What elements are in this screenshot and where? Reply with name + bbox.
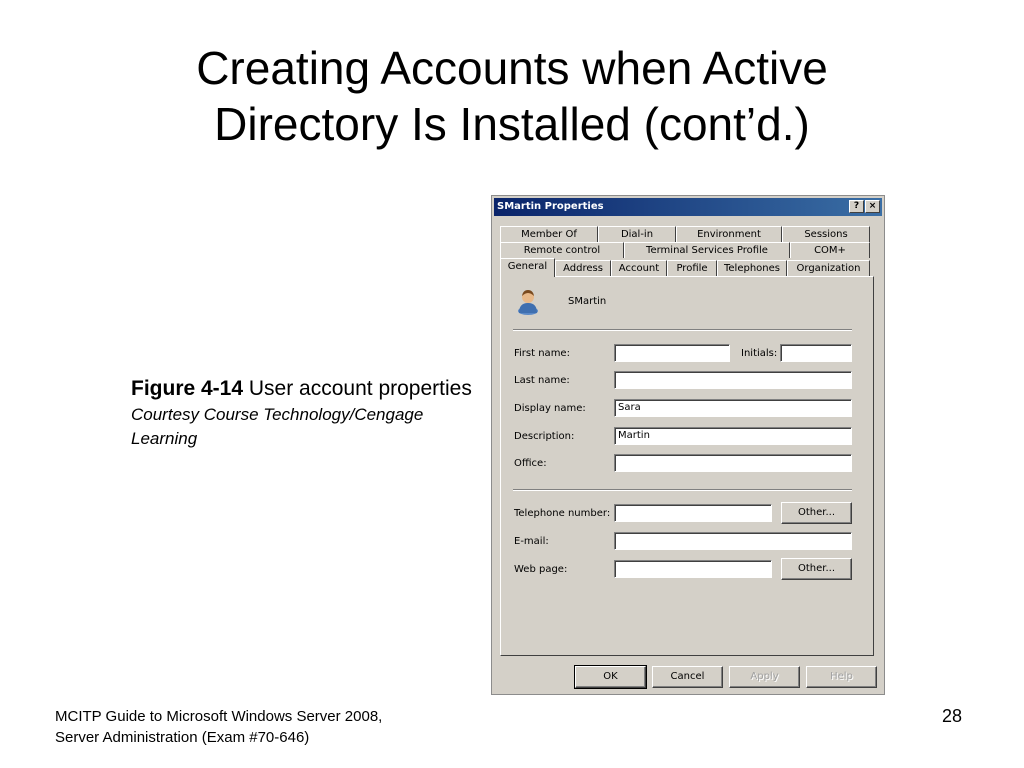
footer-line-1: MCITP Guide to Microsoft Windows Server 2008, <box>55 708 383 725</box>
figure-credit: Courtesy Course Technology/Cengage Learning <box>131 405 424 448</box>
figure-label: Figure 4-14 <box>131 377 244 400</box>
tab-account[interactable]: Account <box>611 260 667 276</box>
tab-environment[interactable]: Environment <box>676 226 782 242</box>
initials-field[interactable] <box>780 344 852 362</box>
email-field[interactable] <box>614 532 852 550</box>
tab-dial-in[interactable]: Dial-in <box>598 226 676 242</box>
tab-row-2 <box>500 242 870 258</box>
slide-footer <box>55 706 382 748</box>
footer-line-2: Server Administration (Exam #70-646) <box>55 729 310 746</box>
telephone-field[interactable] <box>614 504 772 522</box>
web-page-label: Web page: <box>514 564 568 575</box>
telephone-label: Telephone number: <box>514 508 611 519</box>
last-name-label: Last name: <box>514 375 570 386</box>
first-name-label: First name: <box>514 348 570 359</box>
tab-member-of[interactable]: Member Of <box>500 226 598 242</box>
tab-row-3 <box>500 260 870 276</box>
tab-address[interactable]: Address <box>555 260 611 276</box>
first-name-field[interactable] <box>614 344 730 362</box>
divider <box>513 329 852 331</box>
last-name-field[interactable] <box>614 371 852 389</box>
dialog-title: SMartin Properties <box>497 201 604 212</box>
email-label: E-mail: <box>514 536 549 547</box>
display-name-label: Display name: <box>514 403 586 414</box>
page-number: 28 <box>941 706 962 726</box>
close-icon[interactable]: × <box>865 200 880 213</box>
slide-title-line-2: Directory Is Installed (cont’d.) <box>214 98 810 150</box>
divider <box>513 489 852 491</box>
apply-button[interactable]: Apply <box>729 666 800 688</box>
tab-com-plus[interactable]: COM+ <box>790 242 870 258</box>
user-name: SMartin <box>568 296 607 307</box>
user-icon <box>516 289 540 315</box>
other-phone-button[interactable]: Other... <box>781 502 852 524</box>
tab-terminal-services-profile[interactable]: Terminal Services Profile <box>624 242 790 258</box>
figure-caption <box>131 375 486 451</box>
slide-title <box>0 40 1024 152</box>
tab-profile[interactable]: Profile <box>667 260 717 276</box>
tab-sessions[interactable]: Sessions <box>782 226 870 242</box>
initials-label: Initials: <box>741 348 778 359</box>
help-button[interactable]: Help <box>806 666 877 688</box>
dialog-titlebar <box>494 198 882 216</box>
properties-dialog <box>491 195 885 695</box>
slide-title-line-1: Creating Accounts when Active <box>196 42 828 94</box>
ok-button[interactable]: OK <box>575 666 646 688</box>
office-field[interactable] <box>614 454 852 472</box>
tab-remote-control[interactable]: Remote control <box>500 242 624 258</box>
display-name-field[interactable]: Sara <box>614 399 852 417</box>
other-web-button[interactable]: Other... <box>781 558 852 580</box>
office-label: Office: <box>514 458 547 469</box>
tab-telephones[interactable]: Telephones <box>717 260 787 276</box>
tab-row-1 <box>500 226 870 242</box>
description-label: Description: <box>514 431 575 442</box>
tab-organization[interactable]: Organization <box>787 260 870 276</box>
description-field[interactable]: Martin <box>614 427 852 445</box>
tab-general[interactable]: General <box>500 258 555 277</box>
web-page-field[interactable] <box>614 560 772 578</box>
help-icon[interactable]: ? <box>849 200 864 213</box>
cancel-button[interactable]: Cancel <box>652 666 723 688</box>
figure-caption-text: User account properties <box>243 377 472 400</box>
